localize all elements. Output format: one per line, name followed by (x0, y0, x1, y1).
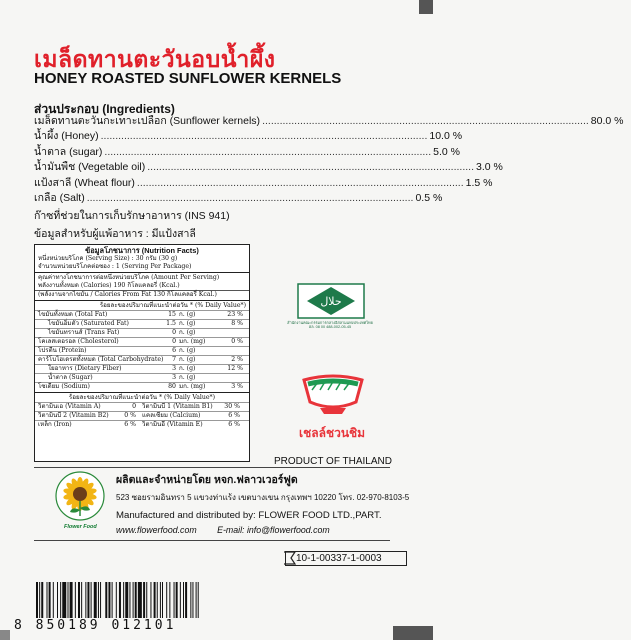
daily-value-heading: ร้อยละของปริมาณที่แนะนำต่อวัน * (% Daily Value*) (99, 302, 246, 309)
ingredient-row (34, 160, 503, 175)
amount-per-serving: คุณค่าทางโภชนาการต่อหนึ่งหน่วยบริโภค (Amount Per Serving) (38, 274, 220, 281)
nutrient-label: ไขมันอิ่มตัว (Saturated Fat) (48, 320, 129, 327)
ingredient-name: น้ำมันพืช (Vegetable oil) (34, 161, 146, 174)
halal-logo (297, 283, 365, 319)
allergen-note: ข้อมูลสำหรับผู้แพ้อาหาร : มีแป้งสาลี (34, 228, 196, 240)
nutrient-unit: ก. (g) (179, 311, 196, 318)
ingredient-row (34, 191, 443, 206)
nutrient-amount: 1.5 (166, 320, 176, 327)
ingredient-name: เมล็ดทานตะวันกะเทาะเปลือก (Sunflower kernels) (34, 115, 261, 127)
nutrient-unit: ก. (g) (179, 320, 196, 327)
corner-shadow (419, 0, 433, 14)
vitamin-percent: 30 % (224, 403, 240, 410)
ingredient-percent: 10.0 % (429, 130, 463, 143)
ingredient-percent: 1.5 % (465, 176, 493, 189)
vitamin-percent: 6 % (228, 421, 240, 428)
vitamin-row (35, 411, 249, 420)
nutrient-daily-value: 2 % (231, 356, 243, 363)
ingredient-percent: 0.5 % (415, 192, 443, 205)
corner-shadow (0, 630, 10, 640)
nutrient-row (35, 355, 249, 364)
calories: พลังงานทั้งหมด (Calories) 190 กิโลแคลอรี่ (Kcal.) (38, 282, 180, 289)
vitamin-row (35, 402, 249, 411)
nutrient-row (35, 373, 249, 382)
ingredient-name: น้ำตาล (sugar) (34, 145, 103, 158)
product-of-country: PRODUCT OF THAILAND (274, 456, 392, 467)
nutrient-label: ใยอาหาร (Dietary Fiber) (48, 365, 122, 372)
shell-chuan-chim-bowl-logo (298, 358, 368, 418)
ingredient-name: แป้งสาลี (Wheat flour) (34, 176, 135, 189)
nutrient-row (35, 337, 249, 346)
nutrient-unit: ก. (g) (179, 347, 196, 354)
vitamin-percent: 0 % (124, 412, 136, 419)
nutrient-label: โคเลสเตอรอล (Cholesterol) (38, 338, 119, 345)
manufacturer-address: 523 ซอยรามอินทรา 5 แขวงท่าแร้ง เขตบางเขน กรุงเทพฯ 10220 โทร. 02-970-8103-5 (116, 493, 410, 502)
nutrient-amount: 6 (172, 347, 176, 354)
ingredient-row (34, 129, 463, 144)
ingredient-name: น้ำผึ้ง (Honey) (34, 130, 99, 143)
manufacturer-thai: ผลิตและจำหน่ายโดย หจก.ฟลาวเวอร์ฟูด (116, 474, 298, 486)
vitamin-rows (35, 402, 249, 429)
website-link[interactable]: www.flowerfood.com (116, 525, 197, 535)
nutrient-amount: 0 (172, 329, 176, 336)
ingredient-row (34, 176, 493, 191)
vitamin-percent: 0 (132, 403, 136, 410)
manufacturer-english: Manufactured and distributed by: FLOWER FOOD LTD.,PART. (116, 510, 382, 521)
nutrient-amount: 3 (172, 365, 176, 372)
divider (34, 540, 390, 541)
nutrient-daily-value (207, 347, 243, 355)
barcode (10, 582, 250, 633)
nutrient-unit: มก. (mg) (179, 338, 206, 345)
nutrition-heading: ข้อมูลโภชนาการ (Nutrition Facts) (85, 246, 199, 255)
ingredient-row (34, 145, 460, 160)
vitamin-percent: 6 % (124, 421, 136, 428)
fda-registration-number: 10-1-00337-1-0003 (285, 551, 407, 566)
servings-per-package: จำนวนหน่วยบริโภคต่อซอง : 1 (Serving Per Package) (38, 263, 192, 270)
nutrient-amount: 7 (172, 356, 176, 363)
vitamin-label: วิตามินอี (Vitamin E) (142, 421, 203, 428)
nutrient-unit: มก. (mg) (179, 383, 206, 390)
nutrient-rows (35, 310, 249, 391)
nutrient-row (35, 364, 249, 373)
nutrient-unit: ก. (g) (179, 374, 196, 381)
serving-size: หนึ่งหน่วยบริโภค (Serving Size) : 30 กรัม (30 g) (38, 255, 178, 262)
ingredient-row (34, 114, 624, 129)
nutrient-amount: 0 (172, 338, 176, 345)
nutrient-label: โปรตีน (Protein) (38, 347, 87, 354)
nutrient-row (35, 319, 249, 328)
ingredients-heading: ส่วนประกอบ (Ingredients) (34, 102, 175, 116)
vitamin-percent: 6 % (228, 412, 240, 419)
calories-from-fat: (พลังงานจากไขมัน / Calories From Fat 130 กิโลแคลอรี่ Kcal.) (35, 290, 249, 299)
ingredient-percent: 3.0 % (476, 161, 503, 174)
nutrient-daily-value: 8 % (231, 320, 243, 327)
divider (34, 467, 390, 468)
ingredient-name: เกลือ (Salt) (34, 192, 85, 205)
ingredient-percent: 80.0 % (590, 115, 624, 127)
ingredient-percent: 5.0 % (433, 145, 460, 158)
nutrient-daily-value: 0 % (231, 338, 243, 345)
svg-text:8 850189 012101: 8 850189 012101 (14, 618, 177, 633)
ingredients-list (34, 114, 624, 206)
halal-caption: สำนักงานคณะกรรมการกลางอิสลามแห่งประเทศไทย ฮล. 08 00 488-002-05-45 (287, 321, 373, 330)
nutrition-facts-panel (34, 244, 250, 462)
preservative-note: ก๊าซที่ช่วยในการเก็บรักษาอาหาร (INS 941) (34, 210, 230, 222)
nutrient-daily-value: 3 % (231, 383, 243, 390)
nutrient-amount: 3 (172, 374, 176, 381)
vitamin-row (35, 420, 249, 429)
corner-shadow (393, 626, 433, 640)
logo-caption: Flower Food (64, 524, 97, 530)
nutrient-daily-value (207, 374, 243, 382)
nutrient-unit: ก. (g) (179, 329, 196, 336)
product-title-english: HONEY ROASTED SUNFLOWER KERNELS (34, 70, 342, 87)
nutrient-unit: ก. (g) (179, 356, 196, 363)
nutrient-daily-value (207, 329, 243, 337)
nutrient-daily-value: 12 % (227, 365, 243, 372)
sunflower-logo (54, 470, 106, 522)
svg-text:حلال: حلال (320, 295, 342, 308)
nutrient-amount: 80 (168, 383, 176, 390)
nutrient-amount: 15 (168, 311, 176, 318)
vitamin-heading: ร้อยละของปริมาณที่แนะนำต่อวัน * (% Daily Value*) (68, 394, 216, 401)
vitamin-label: วิตามินเอ (Vitamin A) (38, 403, 101, 410)
product-title-thai: เมล็ดทานตะวันอบน้ำผึ้ง (34, 46, 276, 72)
nutrient-label: โซเดียม (Sodium) (38, 383, 90, 390)
nutrient-label: ไขมันทั้งหมด (Total Fat) (38, 311, 108, 318)
nutrient-row (35, 328, 249, 337)
nutrient-unit: ก. (g) (179, 365, 196, 372)
nutrient-label: ไขมันทรานส์ (Trans Fat) (48, 329, 120, 336)
nutrient-row (35, 382, 249, 391)
vitamin-label: วิตามินบี 1 (Vitamin B1) (142, 403, 213, 410)
vitamin-label: แคลเซียม (Calcium) (142, 412, 201, 419)
vitamin-label: เหล็ก (Iron) (38, 421, 72, 428)
nutrient-label: น้ำตาล (Sugar) (48, 374, 93, 381)
vitamin-label: วิตามินบี 2 (Vitamin B2) (38, 412, 109, 419)
nutrient-label: คาร์โบไฮเดรตทั้งหมด (Total Carbohydrate) (38, 356, 164, 363)
nutrient-row (35, 346, 249, 355)
email-link[interactable]: E-mail: info@flowerfood.com (217, 525, 330, 535)
nutrient-daily-value: 23 % (227, 311, 243, 318)
shell-chuan-chim-label: เชลล์ชวนชิม (299, 426, 366, 440)
nutrient-row (35, 310, 249, 319)
contact-line (116, 525, 330, 535)
